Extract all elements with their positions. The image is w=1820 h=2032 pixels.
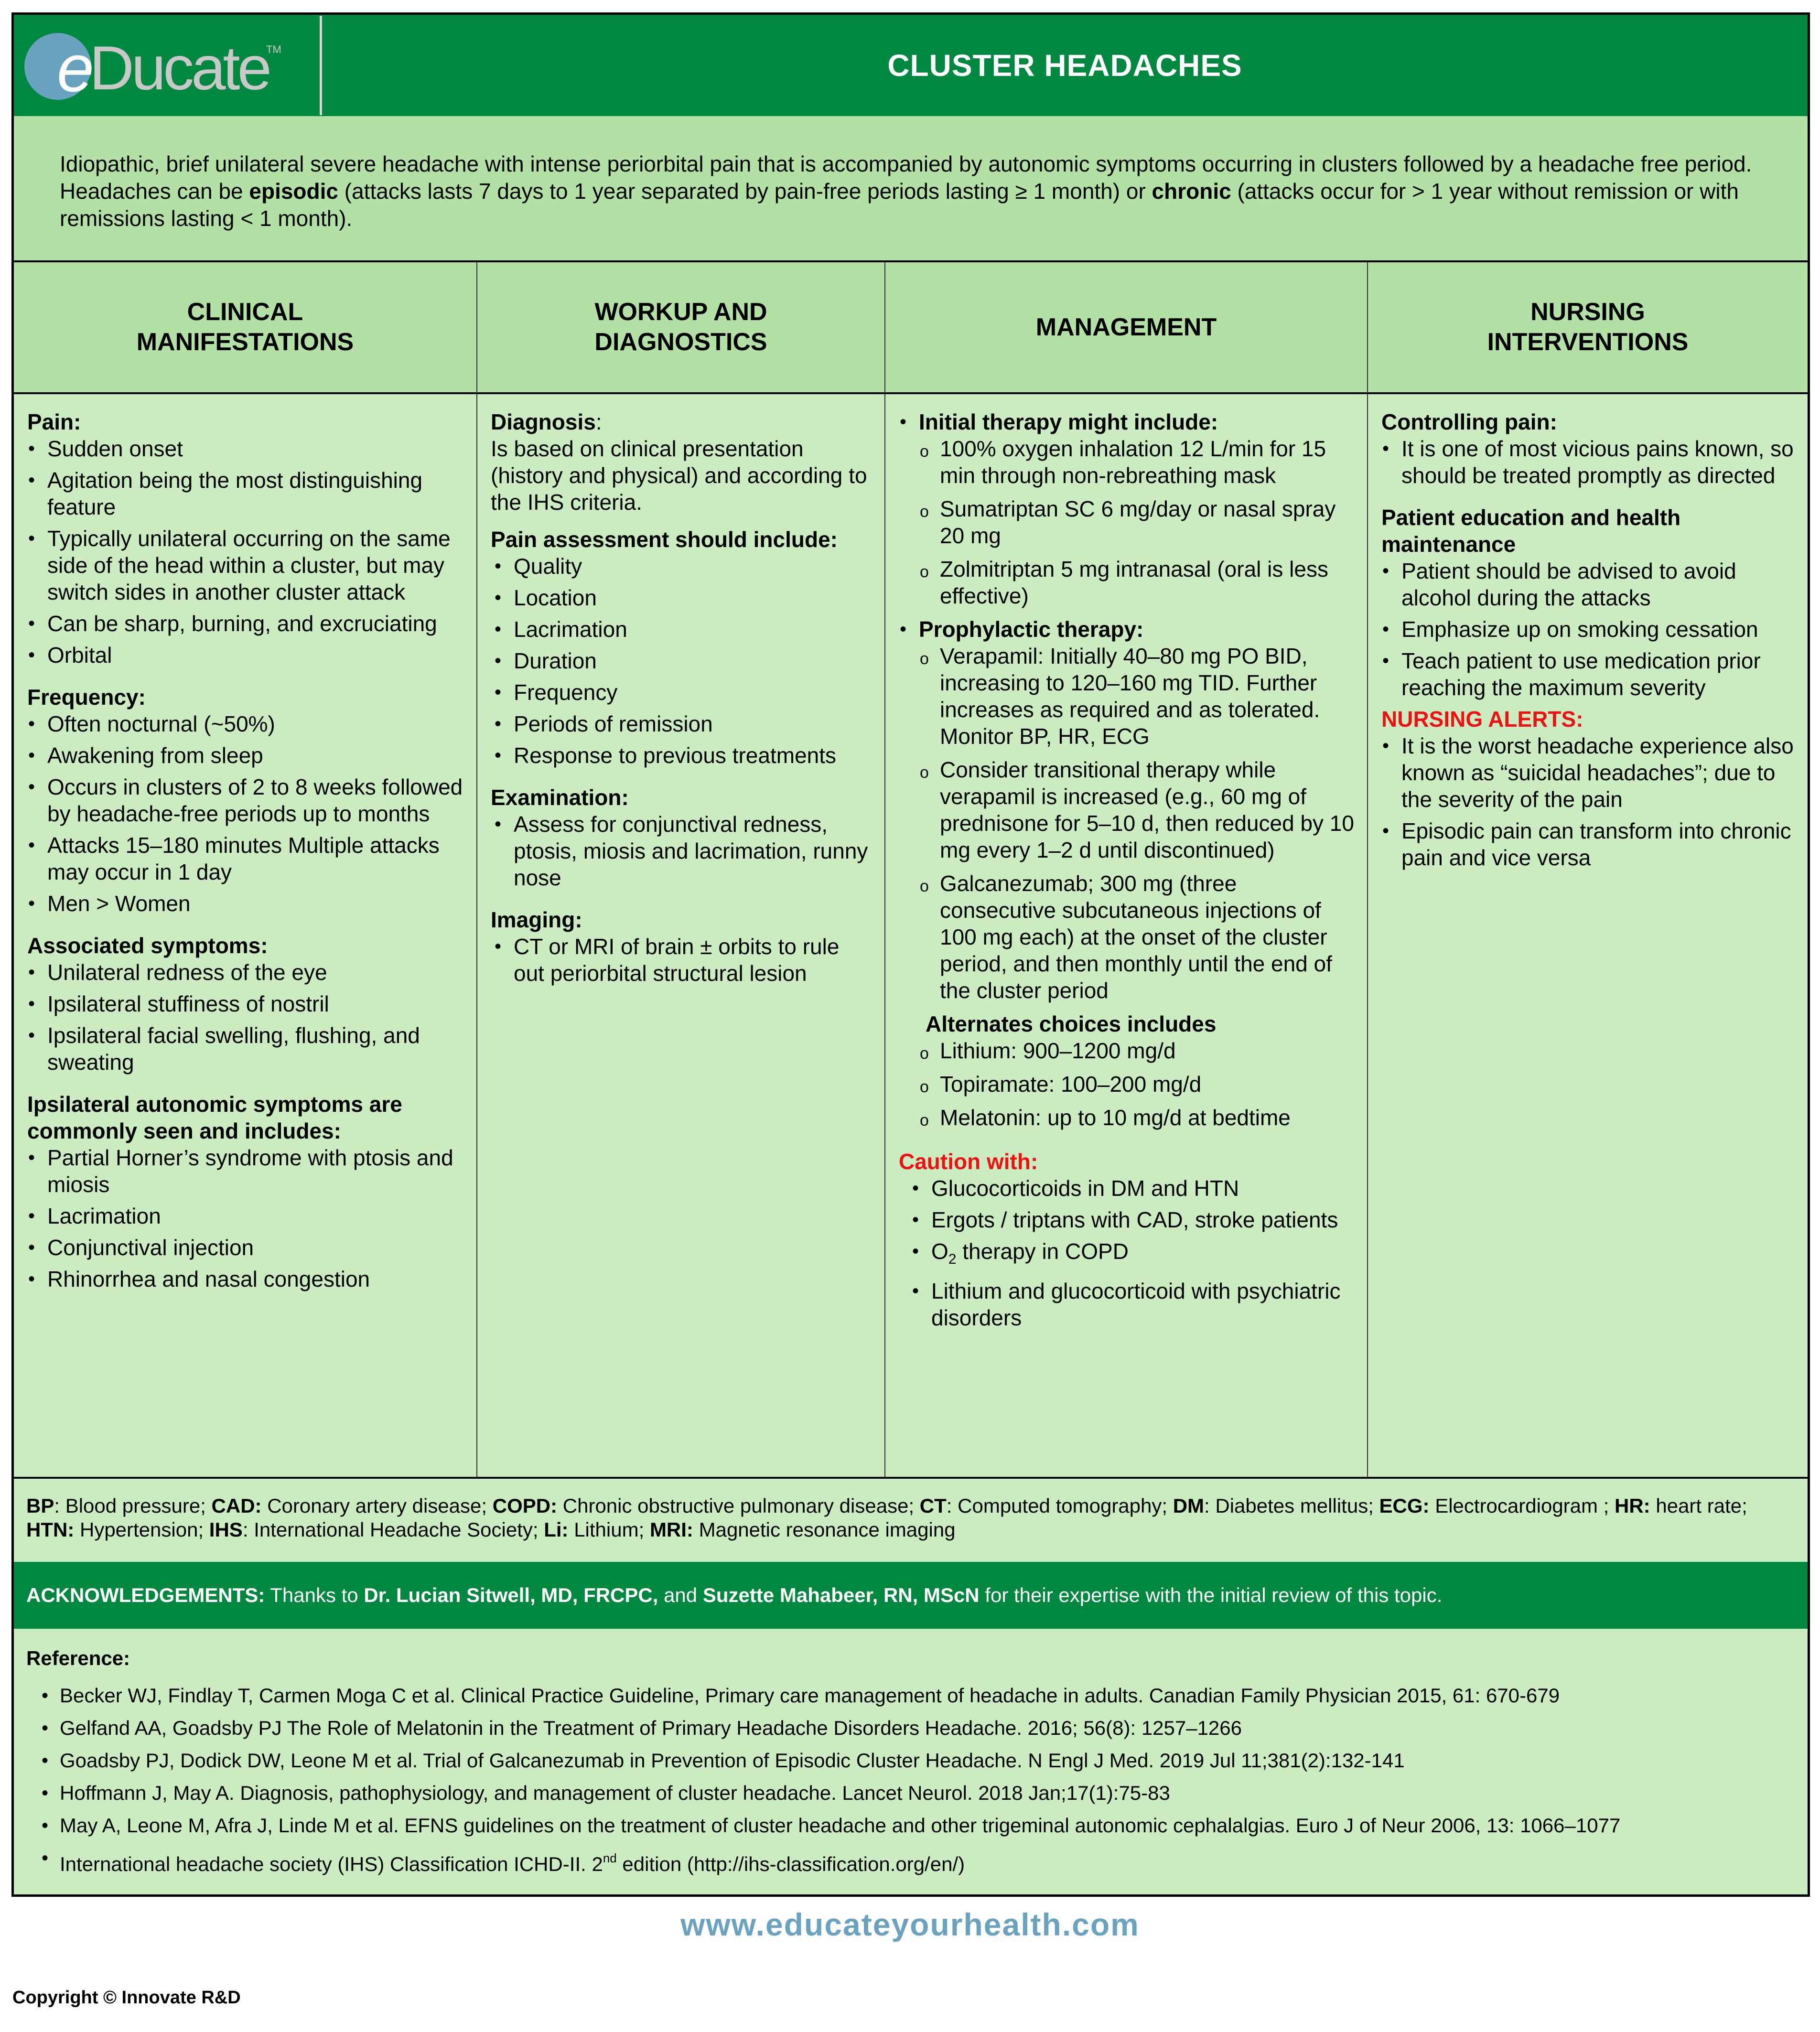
abbr-term: HTN:	[26, 1518, 75, 1541]
heading-management	[885, 262, 1368, 394]
page-title: CLUSTER HEADACHES	[887, 48, 1242, 83]
list-item: • CT or MRI of brain ± orbits to rule out periorbital structural lesion	[494, 933, 873, 987]
abbr-sep	[1430, 1494, 1435, 1517]
fact-sheet	[11, 12, 1810, 1897]
controlling-pain-list	[1381, 435, 1796, 489]
column-headings	[14, 262, 1808, 394]
section-title-examination: Examination:	[491, 785, 629, 810]
section-title-nursing-alerts: NURSING ALERTS:	[1381, 707, 1583, 731]
o2-text: therapy in COPD	[956, 1239, 1129, 1264]
heading-line: NURSING	[1530, 298, 1645, 326]
heading-line: MANIFESTATIONS	[136, 328, 354, 356]
list-item: o Sumatriptan SC 6 mg/day or nasal spray 20 mg	[920, 495, 1356, 549]
pain-assessment-list	[494, 553, 873, 769]
ref-text: International headache society (IHS) Classification ICHD-II. 2	[60, 1853, 603, 1875]
logo-e-letter: e	[57, 31, 92, 106]
abbr-sep	[262, 1494, 268, 1517]
abbr-term: Li:	[544, 1518, 569, 1541]
abbreviations-legend	[14, 1477, 1808, 1562]
abbr-definition: Coronary artery disease;	[267, 1494, 493, 1517]
colon: :	[595, 409, 602, 434]
references-list	[26, 1679, 1788, 1881]
abbr-definition: Diabetes mellitus;	[1215, 1494, 1379, 1517]
list-item: o 100% oxygen inhalation 12 L/min for 15 min through non-rebreathing mask	[920, 435, 1356, 489]
abbr-term: CT	[919, 1494, 947, 1517]
abbr-sep	[1650, 1494, 1656, 1517]
reference-item: • May A, Leone M, Afra J, Linde M et al. EFNS guidelines on the treatment of cluster headache and other trigeminal autonomic cephalalgias. Euro J of Neur 2006, 13: 1066–1077	[26, 1809, 1788, 1842]
heading-clinical-manifestations	[14, 262, 477, 394]
list-item: • Can be sharp, burning, and excruciating	[27, 610, 465, 637]
list-item: o Topiramate: 100–200 mg/d	[920, 1071, 1356, 1097]
examination-list	[494, 811, 873, 891]
acknowledgements-label: ACKNOWLEDGEMENTS:	[26, 1584, 265, 1606]
list-item: o Lithium: 900–1200 mg/d	[920, 1037, 1356, 1064]
list-item: • Ipsilateral stuffiness of nostril	[27, 990, 465, 1017]
educate-logo	[14, 15, 320, 116]
abbr-definition: Lithium;	[574, 1518, 650, 1541]
ref-text: edition (http://ihs-classification.org/en/)	[616, 1853, 965, 1875]
abbr-definition: International Headache Society;	[254, 1518, 544, 1541]
abbr-definition: Blood pressure;	[65, 1494, 212, 1517]
frequency-list	[27, 710, 465, 917]
ack-text: and	[658, 1584, 703, 1606]
ref-superscript: nd	[603, 1851, 617, 1865]
heading-line: WORKUP AND	[594, 298, 767, 326]
list-item: • Ipsilateral facial swelling, flushing, and sweating	[27, 1022, 465, 1075]
list-item: • Conjunctival injection	[27, 1234, 465, 1261]
references-title: Reference:	[26, 1647, 130, 1669]
intro-definition	[14, 116, 1808, 262]
copyright-notice: Copyright © Innovate R&D	[12, 1988, 241, 2008]
section-title-initial-therapy: • Initial therapy might include:	[899, 409, 1356, 435]
list-item: • Lacrimation	[27, 1203, 465, 1229]
list-item: • Lithium and glucocorticoid with psychiatric disorders	[911, 1278, 1356, 1331]
list-item: • Quality	[494, 553, 873, 580]
section-title-alternates: Alternates choices includes	[926, 1011, 1217, 1036]
diagnosis-heading	[491, 409, 873, 435]
list-item: • Teach patient to use medication prior reaching the maximum severity	[1381, 647, 1796, 701]
o2-subscript: 2	[948, 1251, 957, 1267]
heading-line: CLINICAL	[187, 298, 303, 326]
initial-therapy-list	[920, 435, 1356, 609]
list-item: • Patient should be advised to avoid alcohol during the attacks	[1381, 558, 1796, 611]
list-item: • Glucocorticoids in DM and HTN	[911, 1175, 1356, 1202]
abbr-sep: :	[54, 1494, 65, 1517]
list-item: • Emphasize up on smoking cessation	[1381, 616, 1796, 643]
reference-item: • Becker WJ, Findlay T, Carmen Moga C et al. Clinical Practice Guideline, Primary care management of headache in adults. Canadian Family Physician 2015, 61: 670-679	[26, 1679, 1788, 1712]
o2-symbol: O	[931, 1239, 948, 1264]
abbr-term: MRI:	[649, 1518, 693, 1541]
list-item: • Periods of remission	[494, 710, 873, 737]
list-item: • Occurs in clusters of 2 to 8 weeks followed by headache-free periods up to months	[27, 774, 465, 827]
imaging-list	[494, 933, 873, 987]
column-bodies	[14, 394, 1808, 1477]
abbr-sep	[693, 1518, 699, 1541]
ack-person: Dr. Lucian Sitwell, MD, FRCPC,	[364, 1584, 658, 1606]
list-item: • Men > Women	[27, 890, 465, 917]
abbr-sep: :	[1204, 1494, 1216, 1517]
diagnosis-text: Is based on clinical presentation (history and physical) and according to the IHS criteria.	[491, 436, 867, 515]
list-item: o Melatonin: up to 10 mg/d at bedtime	[920, 1104, 1356, 1131]
workup-diagnostics-column	[477, 394, 885, 1477]
section-title-pain: Pain:	[27, 409, 81, 434]
list-item: • It is one of most vicious pains known, so should be treated promptly as directed	[1381, 435, 1796, 489]
intro-chronic-term: chronic	[1152, 179, 1231, 204]
ack-person: Suzette Mahabeer, RN, MScN	[702, 1584, 980, 1606]
abbr-sep: :	[242, 1518, 254, 1541]
intro-text: (attacks lasts 7 days to 1 year separated by pain-free periods lasting ≥ 1 month) or	[338, 179, 1152, 204]
list-item: • Sudden onset	[27, 435, 465, 462]
list-item: • Ergots / triptans with CAD, stroke patients	[911, 1206, 1356, 1233]
abbr-definition: Electrocardiogram ;	[1435, 1494, 1615, 1517]
list-item: • Agitation being the most distinguishing feature	[27, 467, 465, 520]
list-item: • Typically unilateral occurring on the same side of the head within a cluster, but may switch sides in another cluster attack	[27, 525, 465, 605]
intro-text: (attacks occur for > 1 year without remission or with remissions lasting < 1 month).	[60, 179, 1739, 231]
caution-list	[911, 1175, 1356, 1331]
section-title-controlling-pain: Controlling pain:	[1381, 409, 1557, 434]
abbr-sep	[569, 1518, 574, 1541]
reference-item: • Gelfand AA, Goadsby PJ The Role of Melatonin in the Treatment of Primary Headache Disorders Headache. 2016; 56(8): 1257–1266	[26, 1712, 1788, 1744]
abbr-definition: heart rate;	[1656, 1494, 1747, 1517]
list-item: o Consider transitional therapy while verapamil is increased (e.g., 60 mg of prednisone for 5–10 d, then reduced by 10 mg every 1–2 d until discontinued)	[920, 756, 1356, 863]
heading-line: MANAGEMENT	[1035, 313, 1217, 341]
list-item-o2-copd	[911, 1238, 1356, 1273]
section-title-caution: Caution with:	[899, 1149, 1038, 1174]
abbr-sep: :	[946, 1494, 958, 1517]
reference-item-ihs	[26, 1842, 1788, 1881]
list-item: • Rhinorrhea and nasal congestion	[27, 1266, 465, 1292]
ack-text: for their expertise with the initial review of this topic.	[979, 1584, 1443, 1606]
section-title-pain-assessment: Pain assessment should include:	[491, 527, 838, 552]
list-item: • Orbital	[27, 642, 465, 668]
acknowledgements-bar	[14, 1562, 1808, 1629]
prophylactic-therapy-list	[920, 643, 1356, 1004]
abbr-definition: Hypertension;	[79, 1518, 209, 1541]
clinical-manifestations-column	[14, 394, 477, 1477]
abbr-sep	[74, 1518, 80, 1541]
autonomic-symptoms-list	[27, 1144, 465, 1292]
list-item: • Attacks 15–180 minutes Multiple attacks may occur in 1 day	[27, 832, 465, 885]
section-title-prophylactic-therapy: • Prophylactic therapy:	[899, 616, 1356, 643]
list-item: o Verapamil: Initially 40–80 mg PO BID, increasing to 120–160 mg TID. Further increases as required and as tolerated. Monitor BP, HR, ECG	[920, 643, 1356, 750]
reference-item: • Hoffmann J, May A. Diagnosis, pathophysiology, and management of cluster headache. Lancet Neurol. 2018 Jan;17(1):75-83	[26, 1777, 1788, 1809]
list-item: • Frequency	[494, 679, 873, 706]
associated-symptoms-list	[27, 959, 465, 1075]
website-link[interactable]: www.educateyourhealth.com	[680, 1907, 1140, 1942]
management-column	[885, 394, 1368, 1477]
nursing-interventions-column	[1368, 394, 1808, 1477]
list-item: o Galcanezumab; 300 mg (three consecutive subcutaneous injections of 100 mg each) at the onset of the cluster period, and then monthly until the end of the cluster period	[920, 870, 1356, 1004]
logo-trademark: TM	[266, 43, 281, 55]
list-item: • Response to previous treatments	[494, 742, 873, 769]
patient-education-list	[1381, 558, 1796, 701]
intro-text: Idiopathic, brief unilateral severe headache with intense periorbital pain that is accompanied by autonomic symptoms occurring in clusters followed by a headache free period. Headaches can be	[60, 151, 1752, 204]
list-item: • Assess for conjunctival redness, ptosis, miosis and lacrimation, runny nose	[494, 811, 873, 891]
header-banner	[14, 15, 1808, 116]
heading-nursing-interventions	[1368, 262, 1808, 394]
list-item: • Awakening from sleep	[27, 742, 465, 769]
logo-wordmark: Ducate	[89, 33, 269, 103]
reference-item: • Goadsby PJ, Dodick DW, Leone M et al. Trial of Galcanezumab in Prevention of Episodic Cluster Headache. N Engl J Med. 2019 Jul 11;381(2):132-141	[26, 1744, 1788, 1777]
abbr-term: COPD:	[492, 1494, 558, 1517]
abbr-definition: Magnetic resonance imaging	[699, 1518, 956, 1541]
abbr-term: HR:	[1615, 1494, 1650, 1517]
section-title-imaging: Imaging:	[491, 907, 582, 932]
abbr-sep	[557, 1494, 563, 1517]
abbr-term: ECG:	[1379, 1494, 1430, 1517]
abbr-term: BP	[26, 1494, 54, 1517]
abbr-definition: Chronic obstructive pulmonary disease;	[562, 1494, 920, 1517]
nursing-alerts-list	[1381, 732, 1796, 871]
section-title-associated-symptoms: Associated symptoms:	[27, 933, 268, 958]
list-item: • Lacrimation	[494, 616, 873, 643]
alternates-list	[920, 1037, 1356, 1131]
ack-text: Thanks to	[265, 1584, 364, 1606]
abbr-term: DM	[1173, 1494, 1205, 1517]
section-title-diagnosis: Diagnosis	[491, 409, 596, 434]
heading-line: INTERVENTIONS	[1487, 328, 1689, 356]
heading-line: DIAGNOSTICS	[594, 328, 767, 356]
heading-workup-diagnostics	[477, 262, 885, 394]
references-section	[14, 1629, 1808, 1894]
list-item: • Often nocturnal (~50%)	[27, 710, 465, 737]
list-item: • Location	[494, 584, 873, 611]
list-item: • Partial Horner’s syndrome with ptosis and miosis	[27, 1144, 465, 1198]
list-item: • Episodic pain can transform into chronic pain and vice versa	[1381, 817, 1796, 871]
pain-list	[27, 435, 465, 668]
intro-episodic-term: episodic	[249, 179, 338, 204]
list-item: • It is the worst headache experience also known as “suicidal headaches”; due to the severity of the pain	[1381, 732, 1796, 813]
list-item: o Zolmitriptan 5 mg intranasal (oral is less effective)	[920, 556, 1356, 609]
abbr-term: CAD:	[211, 1494, 262, 1517]
section-title-patient-education: Patient education and health maintenance	[1381, 505, 1681, 557]
list-item: • Unilateral redness of the eye	[27, 959, 465, 986]
abbr-definition: Computed tomography;	[958, 1494, 1173, 1517]
list-item: • Duration	[494, 647, 873, 674]
abbr-term: IHS	[209, 1518, 243, 1541]
section-title-autonomic-symptoms: Ipsilateral autonomic symptoms are commonly seen and includes:	[27, 1092, 402, 1143]
section-title-frequency: Frequency:	[27, 685, 146, 710]
